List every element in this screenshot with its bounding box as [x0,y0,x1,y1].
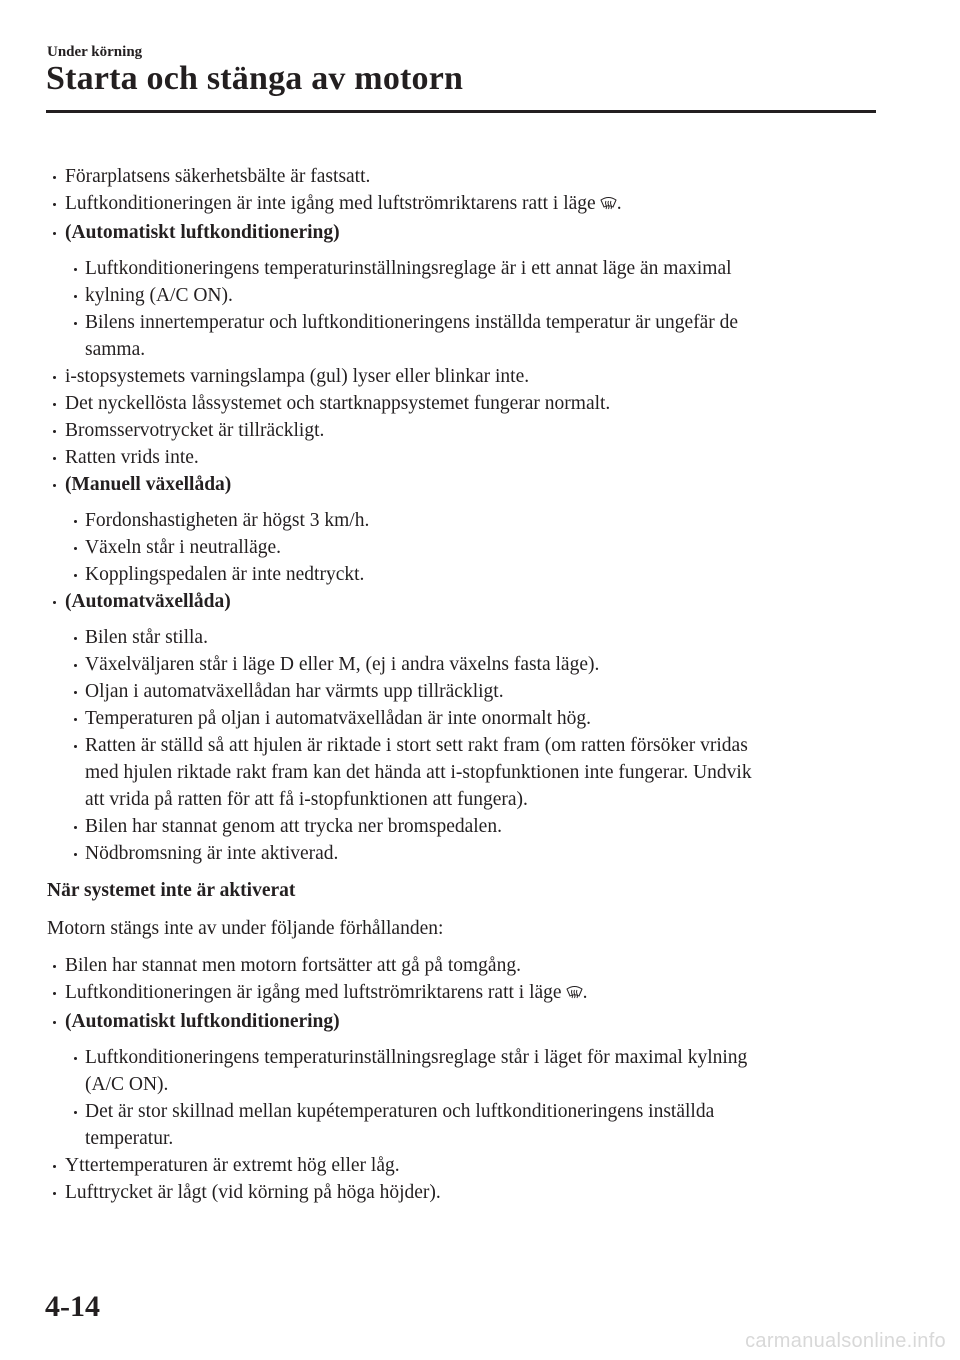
watermark: carmanualsonline.info [745,1330,946,1352]
windshield-defroster-icon [600,192,617,219]
sub-list-item: Växeln står i neutralläge. [47,534,877,561]
sub-list-item-cont: med hjulen riktade rakt fram kan det hända att i-stopfunktionen inte fungerar. Undvik [85,762,752,783]
list-item-text: Luftkonditioneringen är inte igång med luftströmriktarens ratt i läge [65,193,596,214]
sub-list-item: Bilen har stannat genom att trycka ner bromspedalen. [47,813,877,840]
sub-list-item: Ratten är ställd så att hjulen är riktade i stort sett rakt fram (om ratten försöker vridas [47,732,877,759]
group-heading-automatic: (Automatväxellåda) [47,588,877,615]
sub-list-item: Oljan i automatväxellådan har värmts upp tillräckligt. [47,678,877,705]
section-intro: Motorn stängs inte av under följande förhållanden: [47,918,444,939]
list-item: Det nyckellösta låssystemet och startknappsystemet fungerar normalt. [47,390,877,417]
list-item: Yttertemperaturen är extremt hög eller låg. [47,1152,877,1179]
group-heading-auto-ac: (Automatiskt luftkonditionering) [47,1008,877,1035]
sub-list-item: Bilen står stilla. [47,624,877,651]
section-label: Under körning [47,44,143,60]
list-item: Ratten vrids inte. [47,444,877,471]
sub-list-item-cont: temperatur. [85,1128,174,1149]
list-item [47,979,877,1008]
list-item: Bromsservotrycket är tillräckligt. [47,417,877,444]
list-item-end: . [582,982,588,1003]
sub-list-item-cont [47,282,877,309]
sub-list-item-cont: att vrida på ratten för att få i-stopfunktionen att fungera). [85,789,528,810]
sub-list-item-cont: (A/C ON). [85,1074,169,1095]
title-divider [46,110,876,113]
sub-list-item: Bilens innertemperatur och luftkonditioneringens inställda temperatur är ungefär de [47,309,877,336]
list-item [47,190,877,219]
section-heading-not-activated: När systemet inte är aktiverat [47,880,296,901]
sub-list-item: Det är stor skillnad mellan kupétemperaturen och luftkonditioneringens inställda [47,1098,877,1125]
list-item-end: . [616,193,622,214]
sub-list-item: Fordonshastigheten är högst 3 km/h. [47,507,877,534]
list-item: Bilen har stannat men motorn fortsätter att gå på tomgång. [47,952,877,979]
sub-list-item: Växelväljaren står i läge D eller M, (ej i andra växelns fasta läge). [47,651,877,678]
sub-list-item: Kopplingspedalen är inte nedtryckt. [47,561,877,588]
page-title: Starta och stänga av motorn [46,60,464,97]
list-item: Lufttrycket är lågt (vid körning på höga höjder). [47,1179,877,1206]
list-item: Förarplatsens säkerhetsbälte är fastsatt. [47,163,877,190]
group-heading-manual: (Manuell växellåda) [47,471,877,498]
sub-list-item: Luftkonditioneringens temperaturinställningsreglage är i ett annat läge än maximal [47,255,877,282]
sub-list-item-text: kylning (A/C ON). [85,285,233,306]
page-content [47,163,877,1206]
windshield-defroster-icon [566,981,583,1008]
group-heading-auto-ac: (Automatiskt luftkonditionering) [47,219,877,246]
sub-list-item-cont: samma. [85,339,146,360]
sub-list-item: Temperaturen på oljan i automatväxellådan är inte onormalt hög. [47,705,877,732]
list-item: i-stopsystemets varningslampa (gul) lyser eller blinkar inte. [47,363,877,390]
list-item-text: Luftkonditioneringen är igång med luftströmriktarens ratt i läge [65,982,562,1003]
sub-list-item: Nödbromsning är inte aktiverad. [47,840,877,867]
sub-list-item: Luftkonditioneringens temperaturinställningsreglage står i läget för maximal kylning [47,1044,877,1071]
page-number: 4-14 [45,1290,100,1323]
